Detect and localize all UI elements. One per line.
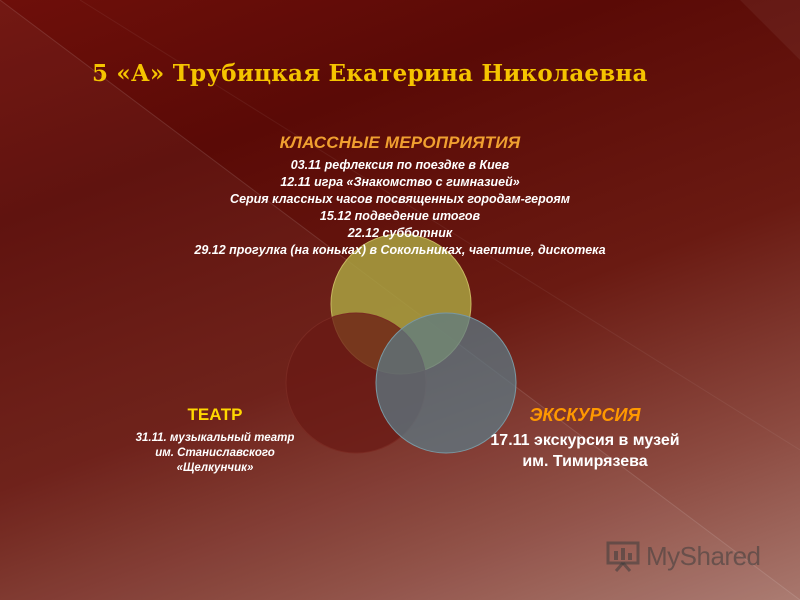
events-item: 15.12 подведение итогов xyxy=(319,209,481,223)
events-item: Серия классных часов посвященных городам-героям xyxy=(230,192,570,206)
excursion-heading: ЭКСКУРСИЯ xyxy=(529,405,641,425)
theatre-heading: ТЕАТР xyxy=(187,405,243,424)
theatre-block xyxy=(110,405,320,476)
theatre-line: 31.11. музыкальный театр xyxy=(135,432,295,444)
class-grade: 5 «А» xyxy=(92,60,165,87)
excursion-line: им. Тимирязева xyxy=(522,453,648,470)
events-item: 03.11 рефлексия по поездке в Киев xyxy=(290,158,510,172)
watermark-logo xyxy=(606,536,776,576)
excursion-block xyxy=(455,405,715,472)
watermark-text: MyShared xyxy=(646,540,761,571)
events-heading: КЛАССНЫЕ МЕРОПРИЯТИЯ xyxy=(279,133,521,152)
events-item: 29.12 прогулка (на коньках) в Сокольниках, чаепитие, дискотека xyxy=(194,243,606,257)
theatre-line: им. Станиславского xyxy=(155,447,275,459)
page-title xyxy=(92,60,648,87)
theatre-line: «Щелкунчик» xyxy=(176,462,254,474)
presentation-icon xyxy=(606,539,640,573)
excursion-line: 17.11 экскурсия в музей xyxy=(490,432,680,449)
events-block xyxy=(120,133,680,259)
events-item: 22.12 субботник xyxy=(347,226,453,240)
teacher-name: Трубицкая Екатерина Николаевна xyxy=(172,60,648,87)
events-item: 12.11 игра «Знакомство с гимназией» xyxy=(280,175,520,189)
